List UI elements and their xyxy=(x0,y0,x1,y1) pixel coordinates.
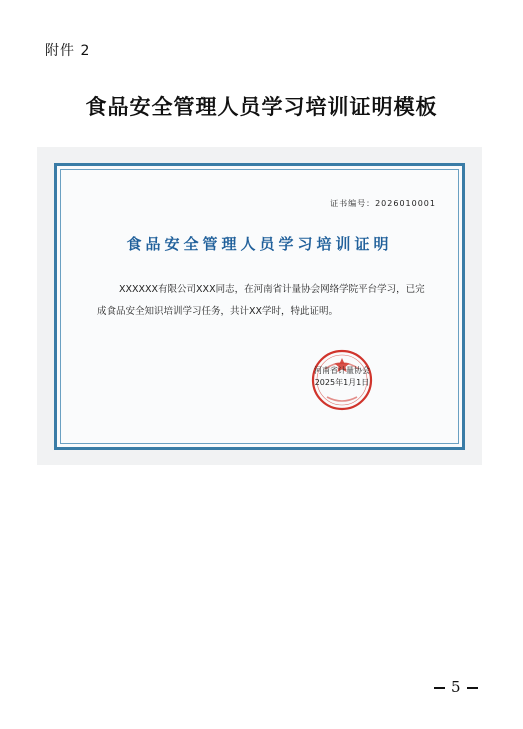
certificate-body-text: XXXXXX有限公司XXX同志，在河南省计量协会网络学院平台学习，已完成食品安全知识培训学习任务，共计XX学时，特此证明。 xyxy=(97,284,425,317)
certificate-frame xyxy=(54,163,465,450)
certificate-image xyxy=(37,147,482,465)
page-dash-left xyxy=(434,687,445,689)
seal-date: 2025年1月1日 xyxy=(314,378,370,387)
page-number xyxy=(428,678,484,696)
page-number-value: 5 xyxy=(451,678,461,696)
page-dash-right xyxy=(467,687,478,689)
certificate-title: 食品安全管理人员学习培训证明 xyxy=(126,235,393,253)
seal-org-name: 河南省计量协会 xyxy=(314,366,370,375)
attachment-label: 附件 2 xyxy=(45,43,91,59)
certificate-number: 证书编号：2026010001 xyxy=(330,199,436,208)
document-title: 食品安全管理人员学习培训证明模板 xyxy=(85,94,438,119)
official-seal xyxy=(311,349,373,411)
